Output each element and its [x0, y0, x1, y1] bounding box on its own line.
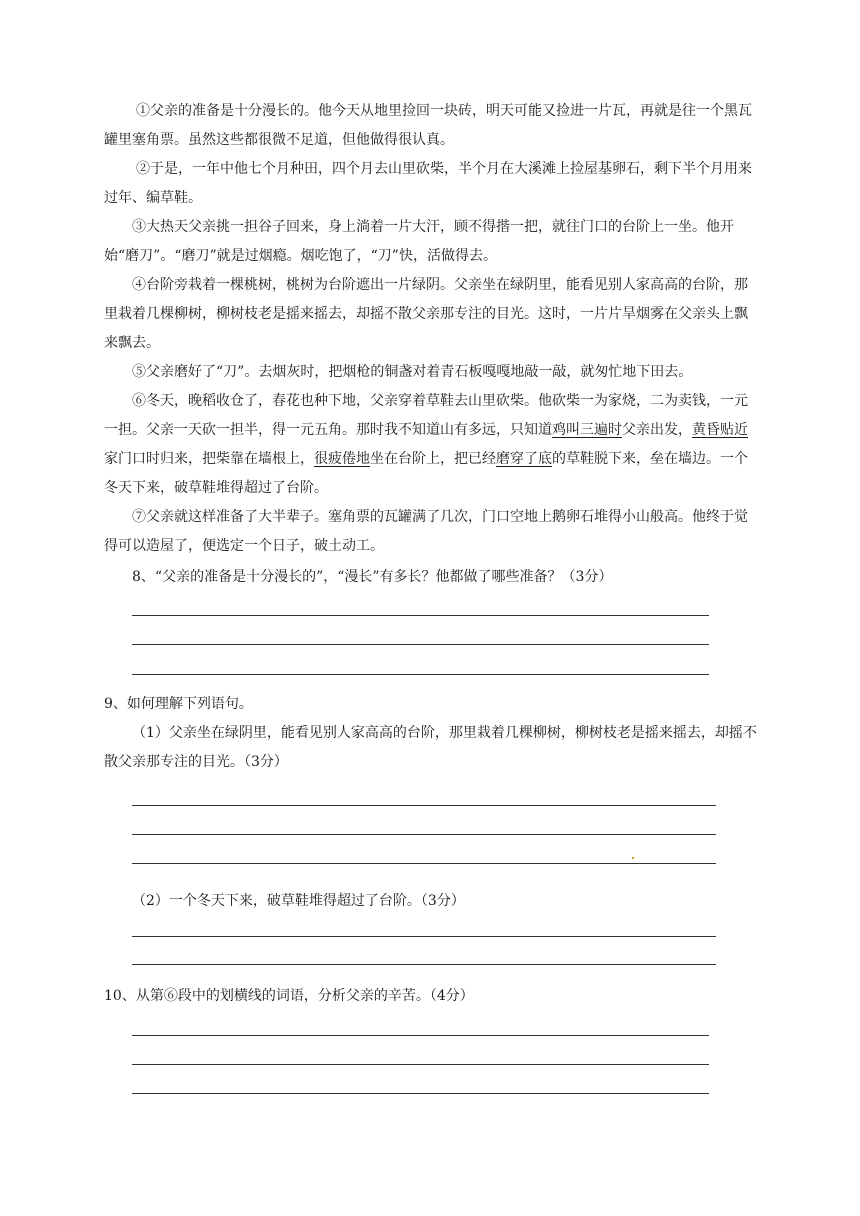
paragraph-7: ⑦父亲就这样准备了大半辈子。塞角票的瓦罐满了几次，门口空地上鹅卵石堆得小山般高。他终于觉得可以造屋了，便选定一个日子，破土动工。: [104, 509, 748, 554]
question-8: 8、“父亲的准备是十分漫长的”，“漫长”有多长？他都做了哪些准备？（3分）: [132, 569, 613, 585]
answer-line[interactable]: [132, 674, 709, 675]
answer-line[interactable]: [132, 1035, 709, 1036]
paragraph-6-text-e: 的草鞋脱下来，垒在墙边。一个冬天下来，破草鞋堆得超过了台阶。: [104, 451, 748, 496]
answer-area-10[interactable]: [104, 1011, 759, 1101]
paragraph-4: ④台阶旁栽着一棵桃树，桃树为台阶遮出一片绿阴。父亲坐在绿阴里，能看见别人家高高的台阶，那里栽着几棵柳树，柳树枝老是摇来摇去，却摇不散父亲那专注的目光。这时，一片片旱烟雾在父亲头上飘来飘去。: [104, 277, 748, 351]
question-9: 9、如何理解下列语句。: [104, 696, 253, 712]
paragraph-6: [104, 387, 759, 503]
ink-speck: [632, 857, 634, 859]
answer-line[interactable]: [132, 964, 716, 965]
answer-area-9-1[interactable]: [104, 777, 759, 875]
answer-line[interactable]: [132, 863, 716, 864]
paragraph-6-text-a: ⑥冬天，晚稻收仓了，春花也种下地，父亲穿着草鞋去山里砍柴。他砍柴一为家烧，二为卖钱，一元一担。父亲一天砍一担半，得一元五角。那时我不知道山有多远，只知道: [104, 393, 748, 438]
paragraph-5: ⑤父亲磨好了“刀”。去烟灰时，把烟枪的铜盏对着青石板嘎嘎地敲一敲，就匆忙地下田去。: [132, 364, 693, 380]
paragraph-6-text-d: 坐在台阶上，把已经: [370, 451, 496, 467]
answer-line[interactable]: [132, 805, 716, 806]
answer-line[interactable]: [132, 834, 716, 835]
paragraph-6-text-c: 家门口时归来，把柴靠在墙根上，: [104, 451, 314, 467]
answer-line[interactable]: [132, 1064, 709, 1065]
question-9-2: （2）一个冬天下来，破草鞋堆得超过了台阶。（3分）: [132, 893, 465, 909]
underlined-phrase-3: 很疲倦地: [314, 451, 370, 467]
answer-line[interactable]: [132, 1093, 709, 1094]
paragraph-1: ①父亲的准备是十分漫长的。他今天从地里捡回一块砖，明天可能又捡进一片瓦，再就是往一个黑瓦罐里塞角票。虽然这些都很微不足道，但他做得很认真。: [104, 103, 752, 148]
paragraph-2: ②于是，一年中他七个月种田，四个月去山里砍柴，半个月在大溪滩上捡屋基卵石，剩下半个月用来过年、编草鞋。: [104, 161, 752, 206]
answer-line[interactable]: [132, 644, 709, 645]
underlined-phrase-4: 磨穿了底: [496, 451, 552, 467]
question-10: 10、从第⑥段中的划横线的词语，分析父亲的辛苦。（4分）: [104, 988, 474, 1004]
document-page: [104, 97, 759, 1101]
answer-area-8[interactable]: [104, 592, 759, 682]
underlined-phrase-1: 鸡叫三遍时: [552, 422, 622, 438]
question-9-1: （1）父亲坐在绿阴里，能看见别人家高高的台阶，那里栽着几棵柳树，柳树枝老是摇来摇去，却摇不散父亲那专注的目光。（3分）: [104, 725, 757, 770]
answer-line[interactable]: [132, 936, 716, 937]
paragraph-3: ③大热天父亲挑一担谷子回来，身上淌着一片大汗，顾不得揩一把，就往门口的台阶上一坐。他开始“磨刀”。“磨刀”就是过烟瘾。烟吃饱了，“刀”快，活做得去。: [104, 219, 734, 264]
underlined-phrase-2: 黄昏贴近: [692, 422, 748, 438]
paragraph-6-text-b: 父亲出发，: [622, 422, 692, 438]
answer-area-9-2[interactable]: [104, 916, 759, 982]
answer-line[interactable]: [132, 615, 709, 616]
